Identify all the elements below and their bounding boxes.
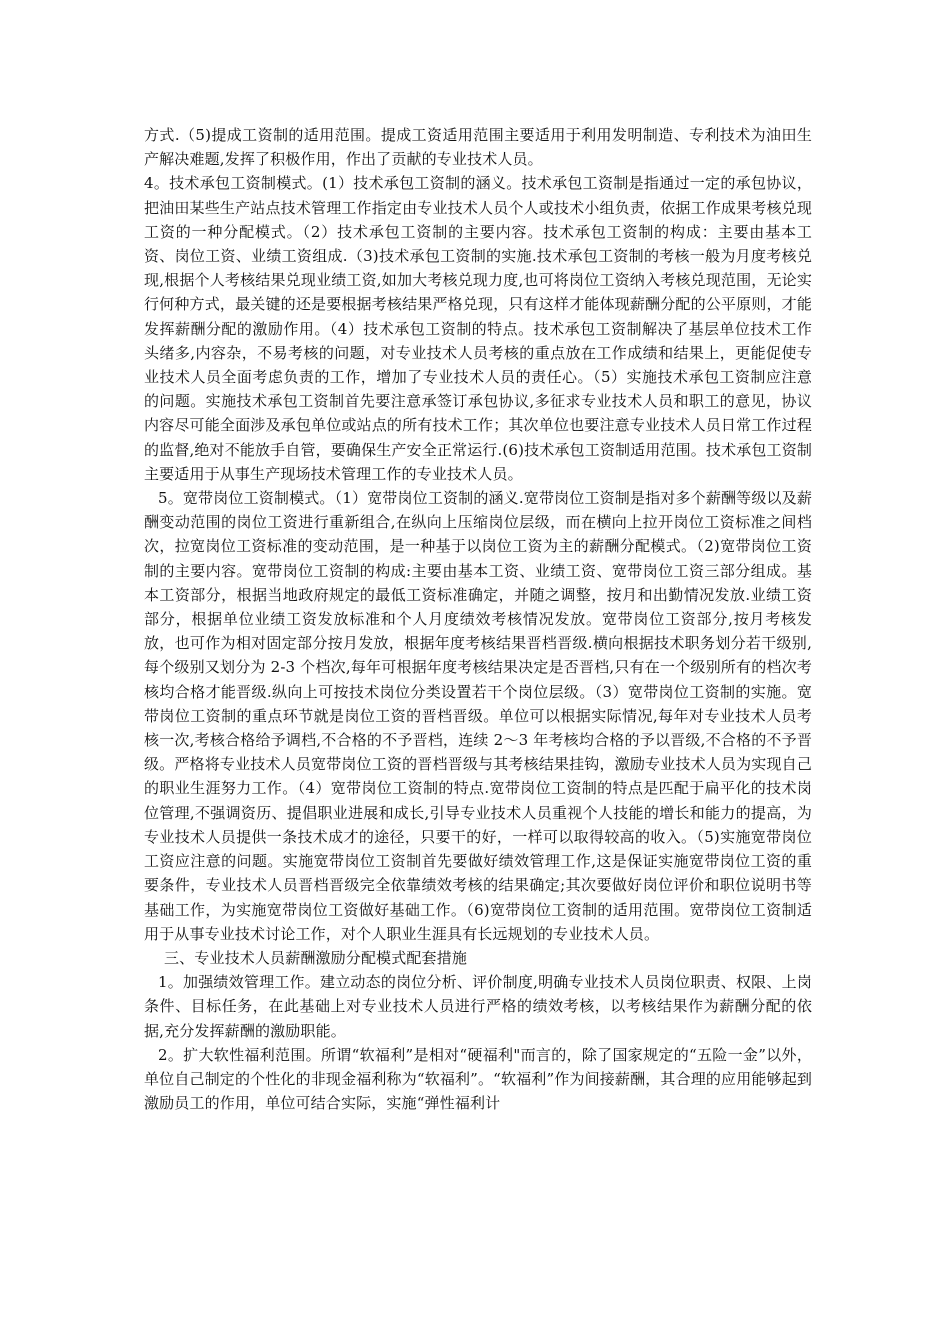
document-body [144,123,812,1115]
paragraph-broadband-post-wage: 5。宽带岗位工资制模式。（1）宽带岗位工资制的涵义.宽带岗位工资制是指对多个薪酬等级以及薪酬变动范围的岗位工资进行重新组合,在纵向上压缩岗位层级，而在横向上拉开岗位工资标准之间档次，拉宽岗位工资标准的变动范围，是一种基于以岗位工资为主的薪酬分配模式。（2)宽带岗位工资制的主要内容。宽带岗位工资制的构成:主要由基本工资、业绩工资、宽带岗位工资三部分组成。基本工资部分，根据当地政府规定的最低工资标准确定，并随之调整，按月和出勤情况发放.业绩工资部分，根据单位业绩工资发放标准和个人月度绩效考核情况发放。宽带岗位工资部分,按月考核发放，也可作为相对固定部分按月发放，根据年度考核结果晋档晋级.横向根据技术职务划分若干级别,每个级别又划分为 2-3 个档次,每年可根据年度考核结果决定是否晋档,只有在一个级别所有的档次考核均合格才能晋级.纵向上可按技术岗位分类设置若干个岗位层级。（3）宽带岗位工资制的实施。宽带岗位工资制的重点环节就是岗位工资的晋档晋级。单位可以根据实际情况,每年对专业技术人员考核一次,考核合格给予调档,不合格的不予晋档，连续 2～3 年考核均合格的予以晋级,不合格的不予晋级。严格将专业技术人员宽带岗位工资的晋档晋级与其考核结果挂钩，激励专业技术人员为实现自己的职业生涯努力工作。（4）宽带岗位工资制的特点.宽带岗位工资制的特点是匹配于扁平化的技术岗位管理,不强调资历、提倡职业进展和成长,引导专业技术人员重视个人技能的增长和能力的提高，为专业技术人员提供一条技术成才的途径，只要干的好，一样可以取得较高的收入。（5)实施宽带岗位工资应注意的问题。实施宽带岗位工资制首先要做好绩效管理工作,这是保证实施宽带岗位工资的重要条件，专业技术人员晋档晋级完全依靠绩效考核的结果确定;其次要做好岗位评价和职位说明书等基础工作，为实施宽带岗位工资做好基础工作。（6)宽带岗位工资制的适用范围。宽带岗位工资制适用于从事专业技术讨论工作，对个人职业生涯具有长远规划的专业技术人员。 [144,489,812,943]
paragraph-technical-contract-wage: 4。技术承包工资制模式。(1）技术承包工资制的涵义。技术承包工资制是指通过一定的承包协议，把油田某些生产站点技术管理工作指定由专业技术人员个人或技术小组负责，依据工作成果考核兑现工资的一种分配模式。（2）技术承包工资制的主要内容。技术承包工资制的构成：主要由基本工资、岗位工资、业绩工资组成.（3)技术承包工资制的实施.技术承包工资制的考核一般为月度考核兑现,根据个人考核结果兑现业绩工资,如加大考核兑现力度,也可将岗位工资纳入考核兑现范围，无论实行何种方式，最关键的还是要根据考核结果严格兑现，只有这样才能体现薪酬分配的公平原则，才能发挥薪酬分配的激励作用。（4）技术承包工资制的特点。技术承包工资制解决了基层单位技术工作头绪多,内容杂，不易考核的问题，对专业技术人员考核的重点放在工作成绩和结果上，更能促使专业技术人员全面考虑负责的工作，增加了专业技术人员的责任心。（5）实施技术承包工资制应注意的问题。实施技术承包工资制首先要注意承签订承包协议,多征求专业技术人员和职工的意见，协议内容尽可能全面涉及承包单位或站点的所有技术工作；其次单位也要注意专业技术人员日常工作过程的监督,绝对不能放手自管，要确保生产安全正常运行.(6)技术承包工资制适用范围。技术承包工资制主要适用于从事生产现场技术管理工作的专业技术人员。 [144,174,812,483]
paragraph-performance-management: 1。加强绩效管理工作。建立动态的岗位分析、评价制度,明确专业技术人员岗位职责、权限、上岗条件、目标任务，在此基础上对专业技术人员进行严格的绩效考核，以考核结果作为薪酬分配的依据,充分发挥薪酬的激励职能。 [144,973,812,1040]
paragraph-tichen-scope: 方式.（5)提成工资制的适用范围。提成工资适用范围主要适用于利用发明制造、专利技术为油田生产解决难题,发挥了积极作用，作出了贡献的专业技术人员。 [144,126,812,169]
section-heading-supporting-measures: 三、专业技术人员薪酬激励分配模式配套措施 [164,948,468,967]
paragraph-soft-welfare: 2。扩大软性福利范围。所谓“软福利”是相对“硬福利"而言的，除了国家规定的“五险一金”以外，单位自己制定的个性化的非现金福利称为“软福利”。“软福利”作为间接薪酬，其合理的应用能够起到激励员工的作用，单位可结合实际，实施“弹性福利计 [144,1045,812,1113]
